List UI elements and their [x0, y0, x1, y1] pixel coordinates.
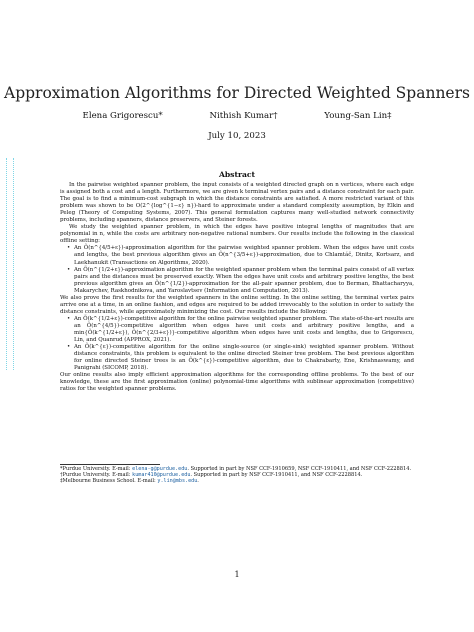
online-result-1: • An Õ(k^{1/2+ε})-competitive algorithm for the online pairwise weighted spanner problem. The state-of-the-art results are an Õ(n^{4/5})-competitive algorithm when edges have unit costs and arbitrary positive lengths, and a min{Õ(k^{1/2+ε}), Õ(n^{2/3+ε})}-competitive algorithm when edges have unit costs and lengths, due to Grigorescu, Lin, and Quanrud (APPROX, 2021).: [74, 316, 414, 344]
page-number: 1: [234, 570, 240, 579]
footnote-rule: [60, 464, 160, 465]
footnote-3-email-link[interactable]: y.lin@mbs.edu: [157, 478, 198, 485]
paper-date: July 10, 2023: [208, 131, 266, 141]
footnote-1-text: *Purdue University. E-mail:: [60, 466, 133, 472]
abstract-body: [60, 182, 414, 393]
closing-paragraph: Our online results also imply efficient approximation algorithms for the corresponding offline problems. To the best of our knowledge, these are the first approximation (online) polynomial-time algorithms with sublinear approximation (competitive) ratios for the weighted spanner problems.: [60, 372, 414, 393]
author-list: [0, 111, 474, 121]
footnote-2-email-link[interactable]: kumar410@purdue.edu: [132, 472, 191, 479]
footnote-3-end: .: [197, 478, 199, 485]
paper-title: Approximation Algorithms for Directed Weighted Spanners: [4, 84, 470, 102]
offline-results-list: [60, 245, 414, 294]
online-results-list: [60, 316, 414, 372]
footnote-3-text: ‡Melbourne Business School. E-mail:: [60, 478, 158, 485]
online-result-2: • An Õ(k^{ε})-competitive algorithm for the online single-source (or single-sink) weighted spanner problem. Without distance constraints, this problem is equivalent to the online directed Steiner tree problem. The best previous algorithm for online directed Steiner trees is an Õ(k^{ε})-competitive algorithm, due to Chakrabarty, Ene, Krishnaswamy, and Panigrahi (SICOMP, 2018).: [74, 344, 414, 372]
offline-result-1: • An Õ(n^{4/5+ε})-approximation algorithm for the pairwise weighted spanner problem. When the edges have unit costs and lengths, the best previous algorithm gives an Õ(n^{3/5+ε})-approximation, due to Chlamtáč, Dinitz, Kortsarz, and Laekhanukit (Transactions on Algorithms, 2020).: [74, 245, 414, 266]
footnotes: [60, 466, 420, 485]
footnote-1-funding: . Supported in part by NSF CCF-1910659, NSF CCF-1910411, and NSF CCF-2228814.: [187, 466, 412, 472]
footnote-1-email-link[interactable]: elena-g@purdue.edu: [132, 466, 188, 472]
footnote-2-text: †Purdue University. E-mail:: [60, 472, 133, 479]
footnote-2-funding: . Supported in part by NSF CCF-1910411, and NSF CCF-2228814.: [190, 472, 363, 479]
offline-result-2: • An Õ(n^{1/2+ε})-approximation algorithm for the weighted spanner problem when the terminal pairs consist of all vertex pairs and the distances must be preserved exactly. When the edges have unit costs and arbitrary positive lengths, the best previous algorithm gives an Õ(n^{1/2})-approximation for the all-pair spanner problem, due to Berman, Bhattacharyya, Makarychev, Raskhodnikova, and Yaroslavtsev (Information and Computation, 2013).: [74, 267, 414, 295]
author-2: Nithish Kumar†: [209, 111, 278, 121]
abstract-paragraph-1: In the pairwise weighted spanner problem, the input consists of a weighted directed graph on n vertices, where each edge is assigned both a cost and a length. Furthermore, we are given k terminal vertex pairs and a distance constraint for each pair. The goal is to find a minimum-cost subgraph in which the distance constraints are satisfied. A more restricted variant of this problem was shown to be O(2^{log^{1−ε} n})-hard to approximate under a standard complexity assumption, by Elkin and Peleg (Theory of Computing Systems, 2007). This general formulation captures many well-studied network connectivity problems, including spanners, distance preservers, and Steiner forests.: [60, 182, 414, 224]
online-intro-paragraph: We also prove the first results for the weighted spanners in the online setting. In the online setting, the terminal vertex pairs arrive one at a time, in an online fashion, and edges are required to be added irrevocably to the solution in order to satisfy the distance constraints, while approximately minimizing the cost. Our results include the following:: [60, 294, 414, 315]
abstract-heading: Abstract: [218, 170, 256, 179]
arxiv-watermark: [6, 158, 14, 370]
author-3: Young-San Lin‡: [324, 111, 392, 121]
author-1: Elena Grigorescu*: [82, 111, 163, 121]
abstract-paragraph-2: We study the weighted spanner problem, in which the edges have positive integral lengths of magnitudes that are polynomial in n, while the costs are arbitrary non-negative rational numbers. Our results include the following in the classical offline setting:: [60, 224, 414, 245]
footnote-3: [60, 478, 420, 484]
